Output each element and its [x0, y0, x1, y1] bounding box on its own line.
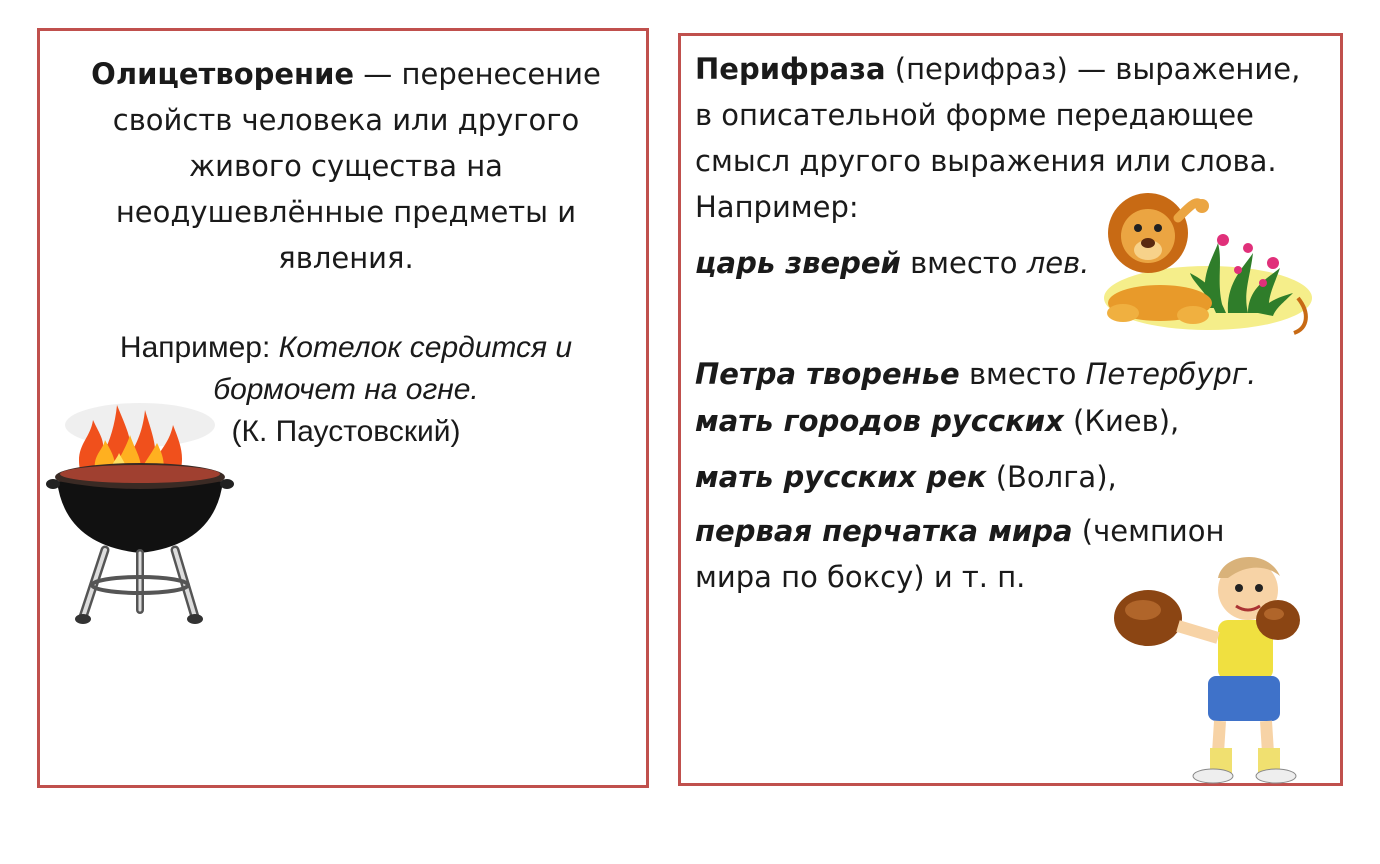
example-meaning: лев.	[1026, 246, 1090, 280]
example-phrase: мать русских рек	[695, 460, 987, 494]
example-phrase: царь зверей	[695, 246, 901, 280]
example-meaning: Петербург.	[1085, 357, 1257, 391]
boxer-icon	[1108, 548, 1308, 788]
personification-definition	[60, 51, 632, 281]
example-line	[695, 454, 1325, 500]
example-line	[695, 398, 1325, 444]
example-source: (К. Паустовский)	[231, 415, 461, 448]
term-personification: Олицетворение	[91, 57, 355, 91]
term-periphrasis: Перифраза	[695, 52, 886, 86]
example-label: Например:	[119, 331, 279, 364]
lion-icon	[1098, 188, 1313, 338]
personification-definition-text: — перенесение свойств человека или другого живого существа на неодушевлённые предметы и явления.	[112, 57, 601, 275]
periphrasis-definition-text: (перифраз) — выражение, в описательной форме передающее смысл другого выражения или слова.	[695, 52, 1301, 178]
example-phrase: Петра творенье	[695, 357, 960, 391]
example-quote: Котелок сердится и бормочет на огне.	[213, 331, 573, 406]
example-rest: (чемпион мира по боксу) и т. п.	[695, 514, 1225, 594]
example-phrase: мать городов русских	[695, 404, 1064, 438]
periphrasis-example-label: Например:	[695, 190, 859, 224]
example-line	[695, 351, 1325, 397]
example-rest: (Киев),	[1063, 404, 1180, 438]
grill-icon	[45, 385, 235, 630]
example-rest: (Волга),	[986, 460, 1117, 494]
example-connector: вместо	[900, 246, 1027, 280]
example-connector: вместо	[959, 357, 1086, 391]
example-phrase: первая перчатка мира	[695, 514, 1073, 548]
